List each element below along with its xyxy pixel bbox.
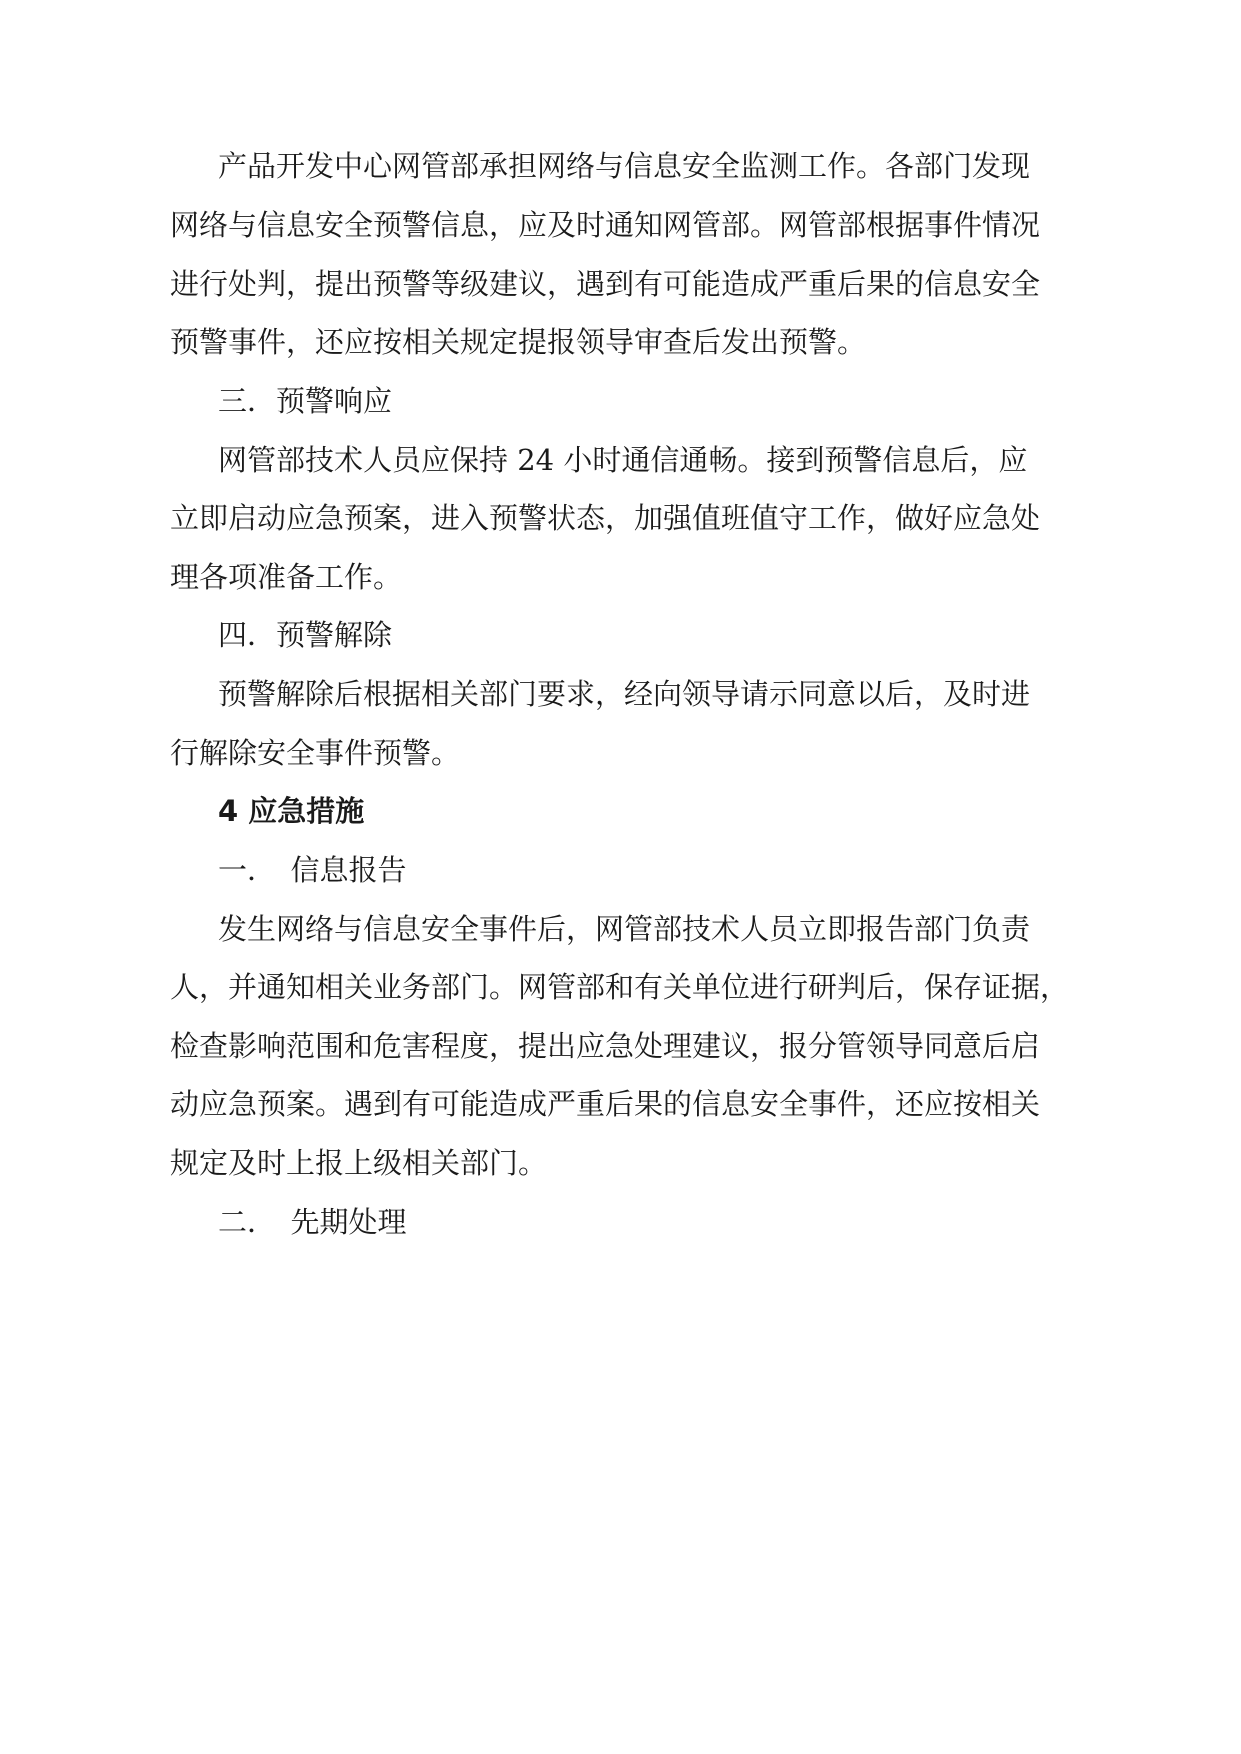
section-heading: 三．预警响应 — [218, 384, 393, 418]
chapter-heading: 4 应急措施 — [218, 794, 365, 828]
paragraph-line: 理各项准备工作。 — [170, 560, 403, 594]
paragraph-line: 产品开发中心网管部承担网络与信息安全监测工作。各部门发现 — [218, 149, 1031, 183]
paragraph-line: 检查影响范围和危害程度，提出应急处理建议，报分管领导同意后启 — [170, 1029, 1041, 1063]
paragraph-line: 网管部技术人员应保持 24 小时通信通畅。接到预警信息后，应 — [218, 443, 1028, 477]
paragraph-line: 网络与信息安全预警信息，应及时通知网管部。网管部根据事件情况 — [170, 208, 1041, 242]
paragraph-line: 发生网络与信息安全事件后，网管部技术人员立即报告部门负责 — [218, 912, 1031, 946]
section-heading: 一． 信息报告 — [218, 853, 407, 887]
paragraph-line: 立即启动应急预案，进入预警状态，加强值班值守工作，做好应急处 — [170, 501, 1041, 535]
paragraph-line: 预警事件，还应按相关规定提报领导审查后发出预警。 — [170, 325, 867, 359]
paragraph-line: 人，并通知相关业务部门。网管部和有关单位进行研判后，保存证据， — [170, 970, 1070, 1004]
section-heading: 四．预警解除 — [218, 618, 393, 652]
paragraph-line: 行解除安全事件预警。 — [170, 736, 461, 770]
paragraph-line: 动应急预案。遇到有可能造成严重后果的信息安全事件，还应按相关 — [170, 1087, 1041, 1121]
section-heading: 二． 先期处理 — [218, 1205, 407, 1239]
paragraph-line: 规定及时上报上级相关部门。 — [170, 1146, 548, 1180]
paragraph-line: 预警解除后根据相关部门要求，经向领导请示同意以后，及时进 — [218, 677, 1031, 711]
paragraph-line: 进行处判，提出预警等级建议，遇到有可能造成严重后果的信息安全 — [170, 267, 1041, 301]
